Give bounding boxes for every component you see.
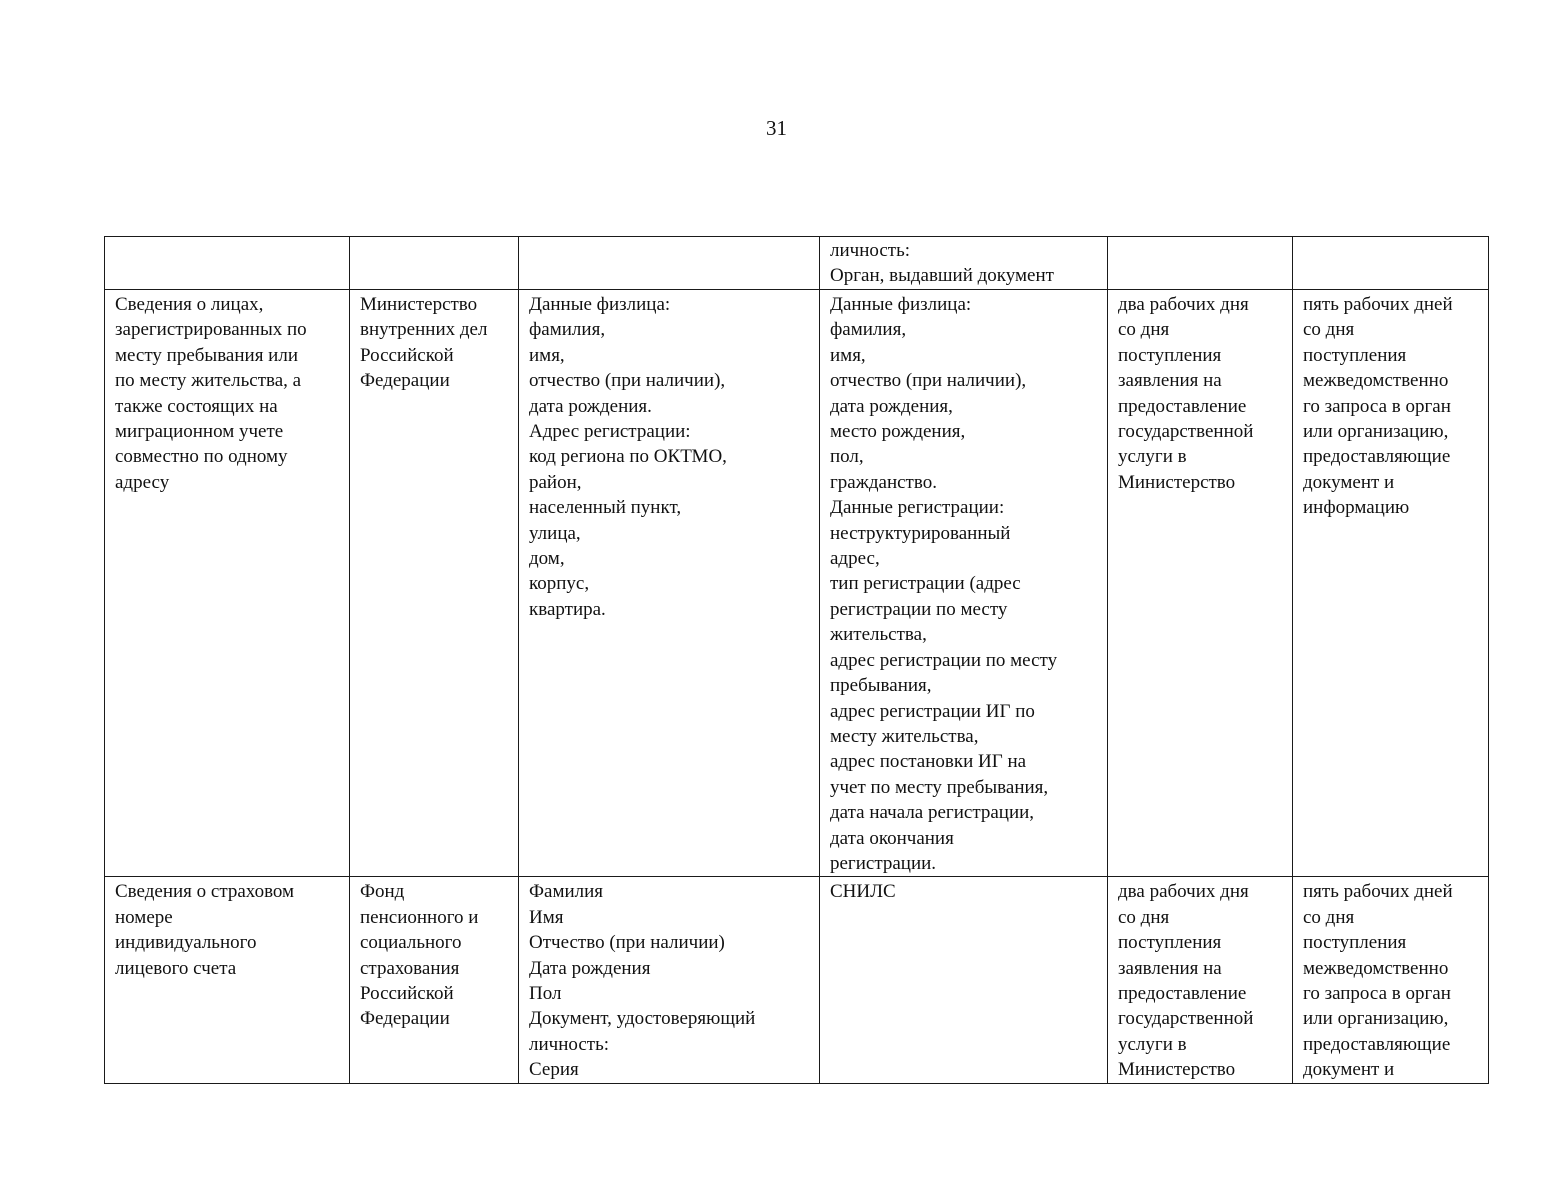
cell-request-deadline: два рабочих дня со дня поступления заявления на предоставление государственной услуги в Министерство bbox=[1108, 877, 1293, 1083]
cell-response-data: СНИЛС bbox=[820, 877, 1108, 1083]
cell-request-data: Данные физлица: фамилия, имя, отчество (при наличии), дата рождения. Адрес регистрации: код региона по ОКТМО, район, населенный пункт, улица, дом, корпус, квартира. bbox=[519, 290, 820, 877]
cell-request-data bbox=[519, 237, 820, 290]
table-row bbox=[105, 237, 1489, 290]
cell-info-name: Сведения о лицах, зарегистрированных по месту пребывания или по месту жительства, а также состоящих на миграционном учете совместно по одному адресу bbox=[105, 290, 350, 877]
cell-response-deadline: пять рабочих дней со дня поступления межведомственно го запроса в орган или организацию, предоставляющие документ и информацию bbox=[1293, 290, 1489, 877]
table-row bbox=[105, 290, 1489, 877]
cell-response-data: личность: Орган, выдавший документ bbox=[820, 237, 1108, 290]
cell-response-data: Данные физлица: фамилия, имя, отчество (при наличии), дата рождения, место рождения, пол, гражданство. Данные регистрации: неструктурированный адрес, тип регистрации (адрес регистрации по месту жительства, адрес регистрации по месту пребывания, адрес регистрации ИГ по месту жительства, адрес постановки ИГ на учет по месту пребывания, дата начала регистрации, дата окончания регистрации. bbox=[820, 290, 1108, 877]
cell-info-name bbox=[105, 237, 350, 290]
cell-provider: Фонд пенсионного и социального страхования Российской Федерации bbox=[350, 877, 519, 1083]
table-row bbox=[105, 877, 1489, 1083]
page-number: 31 bbox=[766, 116, 787, 140]
cell-provider bbox=[350, 237, 519, 290]
cell-request-deadline: два рабочих дня со дня поступления заявления на предоставление государственной услуги в Министерство bbox=[1108, 290, 1293, 877]
cell-response-deadline bbox=[1293, 237, 1489, 290]
cell-info-name: Сведения о страховом номере индивидуального лицевого счета bbox=[105, 877, 350, 1083]
cell-request-data: Фамилия Имя Отчество (при наличии) Дата рождения Пол Документ, удостоверяющий личность: Серия bbox=[519, 877, 820, 1083]
cell-provider: Министерство внутренних дел Российской Федерации bbox=[350, 290, 519, 877]
cell-request-deadline bbox=[1108, 237, 1293, 290]
interagency-request-table bbox=[104, 236, 1489, 1084]
cell-response-deadline: пять рабочих дней со дня поступления межведомственно го запроса в орган или организацию, предоставляющие документ и bbox=[1293, 877, 1489, 1083]
